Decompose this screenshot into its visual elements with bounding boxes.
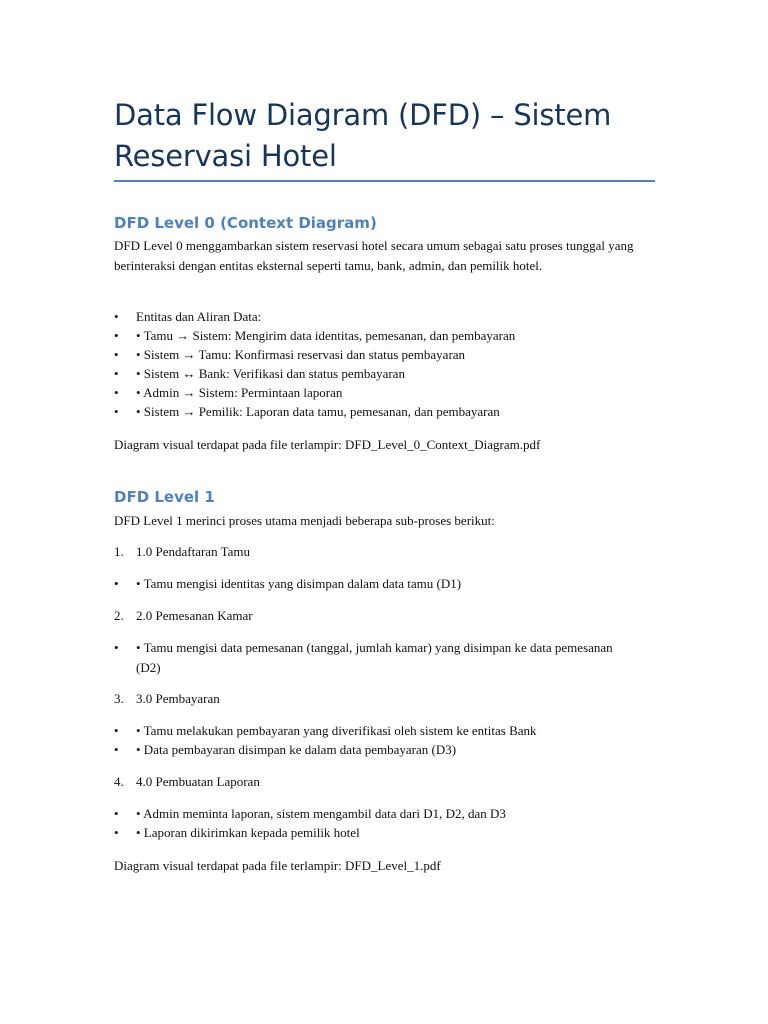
item-label: 2.0 Pemesanan Kamar xyxy=(136,608,253,623)
list-item-text: • Tamu → Sistem: Mengirim data identitas, pemesanan, dan pembayaran xyxy=(136,328,516,343)
list-item-text: • Sistem → Pemilik: Laporan data tamu, pemesanan, dan pembayaran xyxy=(136,404,500,419)
list-item-text: • Sistem ↔ Bank: Verifikasi dan status pembayaran xyxy=(136,366,405,381)
bullet-icon: • xyxy=(114,825,119,840)
list-item-text: Entitas dan Aliran Data: xyxy=(136,309,262,324)
item-number: 1. xyxy=(114,544,124,559)
document-title: Data Flow Diagram (DFD) – Sistem Reservasi Hotel xyxy=(114,98,612,173)
heading-level-1: DFD Level 1 xyxy=(114,488,215,506)
bullet-icon: • xyxy=(114,723,119,738)
level-0-attachment-note: Diagram visual terdapat pada file terlampir: DFD_Level_0_Context_Diagram.pdf xyxy=(114,437,541,452)
list-item-text: • Admin meminta laporan, sistem mengambil data dari D1, D2, dan D3 xyxy=(136,806,506,821)
item-number: 4. xyxy=(114,774,124,789)
item-label: 1.0 Pendaftaran Tamu xyxy=(136,544,251,559)
item-number: 3. xyxy=(114,691,124,706)
bullet-icon: • xyxy=(114,640,119,655)
title-underline xyxy=(114,180,655,182)
item-label: 3.0 Pembayaran xyxy=(136,691,220,706)
bullet-icon: • xyxy=(114,385,119,400)
level-1-intro: DFD Level 1 merinci proses utama menjadi beberapa sub-proses berikut: xyxy=(114,513,495,528)
list-item-text: • Tamu melakukan pembayaran yang diverifikasi oleh sistem ke entitas Bank xyxy=(136,723,537,738)
bullet-icon: • xyxy=(114,404,119,419)
bullet-icon: • xyxy=(114,328,119,343)
list-item-text: • Laporan dikirimkan kepada pemilik hotel xyxy=(136,825,360,840)
bullet-icon: • xyxy=(114,309,119,324)
list-item-text: • Data pembayaran disimpan ke dalam data pembayaran (D3) xyxy=(136,742,457,757)
list-item-text: • Tamu mengisi identitas yang disimpan dalam data tamu (D1) xyxy=(136,576,462,591)
list-item-text: • Tamu mengisi data pemesanan (tanggal, jumlah kamar) yang disimpan ke data pemesanan (D2) xyxy=(136,640,613,675)
heading-level-0: DFD Level 0 (Context Diagram) xyxy=(114,214,377,232)
bullet-icon: • xyxy=(114,742,119,757)
list-item-text: • Admin → Sistem: Permintaan laporan xyxy=(136,385,343,400)
item-number: 2. xyxy=(114,608,124,623)
level-0-intro: DFD Level 0 menggambarkan sistem reservasi hotel secara umum sebagai satu proses tunggal yang berinteraksi dengan entitas eksternal seperti tamu, bank, admin, dan pemilik hotel. xyxy=(114,238,634,273)
bullet-icon: • xyxy=(114,576,119,591)
bullet-icon: • xyxy=(114,347,119,362)
list-item-text: • Sistem → Tamu: Konfirmasi reservasi dan status pembayaran xyxy=(136,347,466,362)
level-1-attachment-note: Diagram visual terdapat pada file terlampir: DFD_Level_1.pdf xyxy=(114,858,441,873)
item-label: 4.0 Pembuatan Laporan xyxy=(136,774,260,789)
bullet-icon: • xyxy=(114,806,119,821)
bullet-icon: • xyxy=(114,366,119,381)
